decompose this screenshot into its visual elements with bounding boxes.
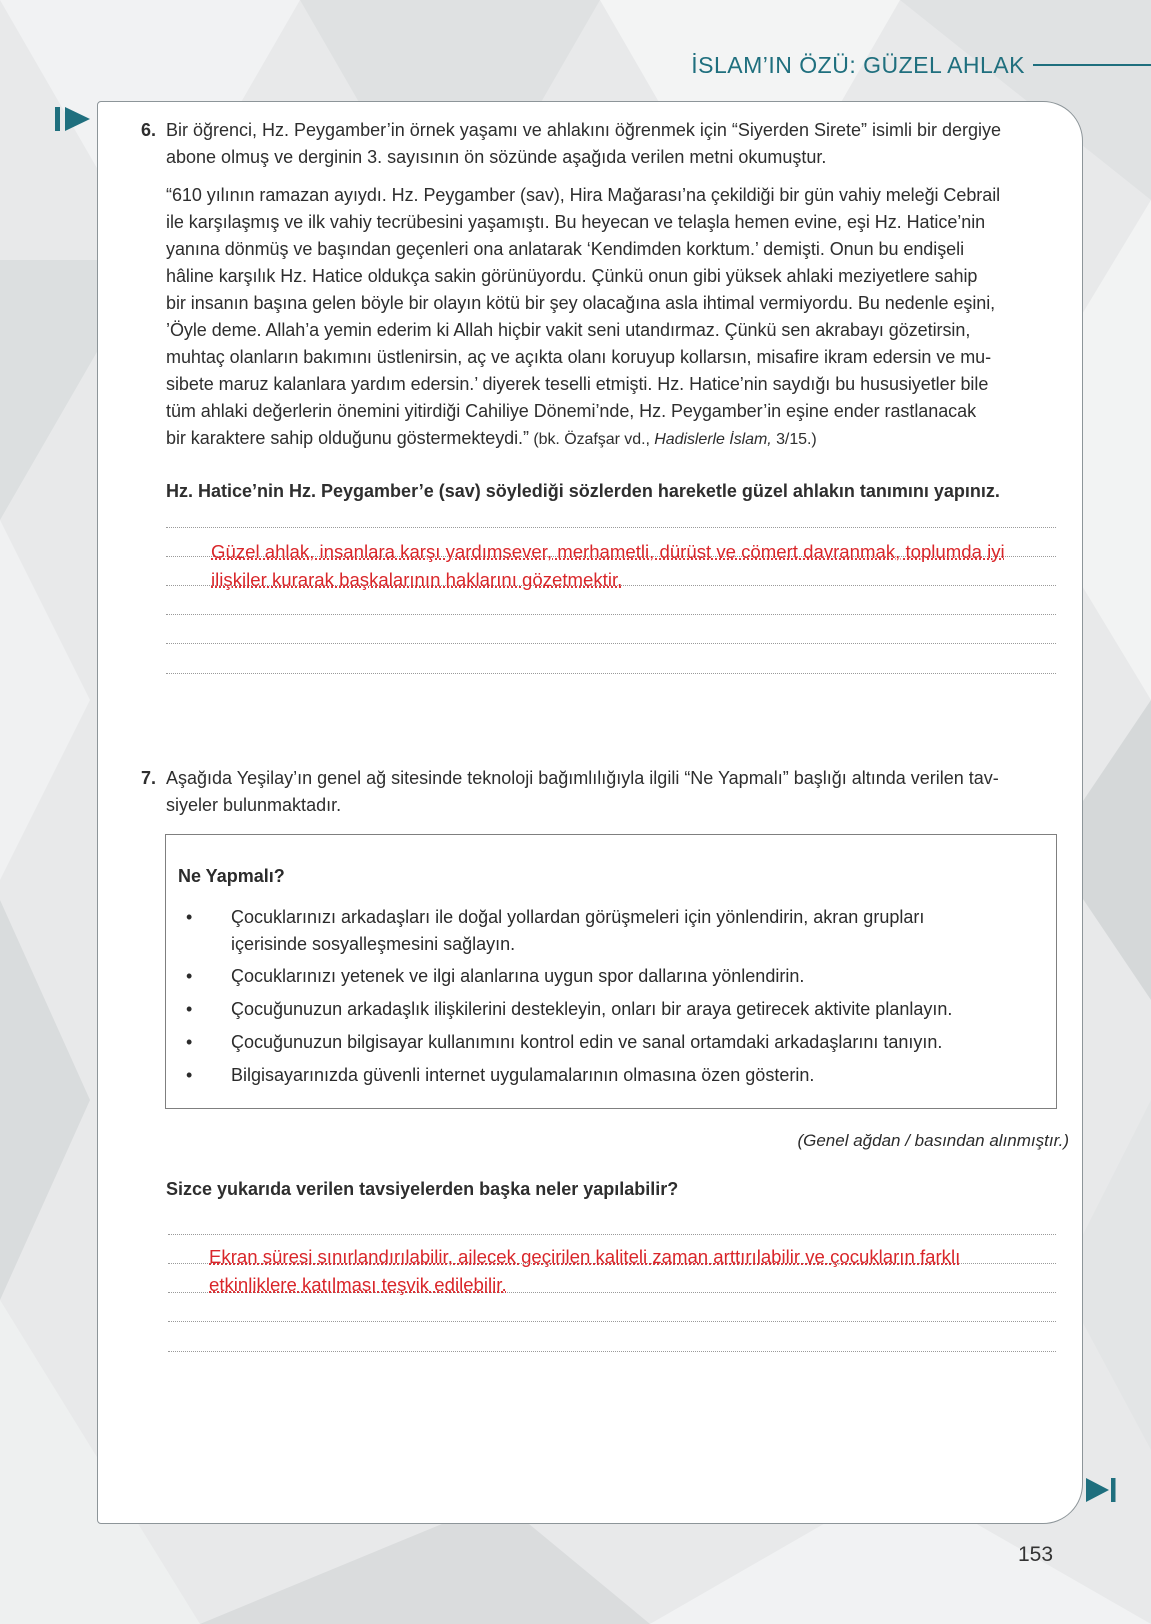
- intro-line: Aşağıda Yeşilay’ın genel ağ sitesinde teknoloji bağımlılığıyla ilgili “Ne Yapmalı” başlığı altında verilen tav-: [166, 768, 999, 788]
- recommendation-line: Çocuklarınızı arkadaşları ile doğal yollardan görüşmeleri için yönlendirin, akran grupları: [231, 907, 925, 927]
- passage-last-line: [166, 425, 1068, 453]
- answer-line: [168, 1351, 1056, 1352]
- answer-line: [166, 614, 1056, 615]
- passage-line: sibete maruz kalanlara yardım edersin.’ diyerek teselli etmişti. Hz. Hatice’nin saydığı bu hususiyetler bile: [166, 374, 989, 394]
- intro-line: abone olmuş ve derginin 3. sayısının ön sözünde aşağıda verilen metni okumuştur.: [166, 147, 827, 167]
- question-7-number: 7.: [141, 768, 157, 788]
- header-title: İSLAM’IN ÖZÜ: GÜZEL AHLAK: [691, 51, 1025, 78]
- question-7-answer[interactable]: [209, 1243, 960, 1299]
- page-number: 153: [1018, 1543, 1054, 1566]
- citation-suffix: 3/15.): [771, 431, 817, 448]
- bullet-dot: •: [186, 966, 193, 986]
- passage-line: ile karşılaşmış ve ilk vahiy tecrübesini yaşamıştı. Bu heyecan ve telaşla hemen evine, eşi Hz. Hatice’nin: [166, 212, 986, 232]
- answer-line: [166, 643, 1056, 644]
- passage-line: “610 yılının ramazan ayıydı. Hz. Peygamber (sav), Hira Mağarası’na çekildiği bir gün vahiy meleği Cebrail: [166, 185, 1001, 205]
- question-6-intro: [166, 117, 1068, 171]
- passage-line: tüm ahlaki değerlerin önemini yitirdiği Cahiliye Dönemi’nde, Hz. Peygamber’in eşine ender rastlanacak: [166, 401, 977, 421]
- answer-line: [168, 1321, 1056, 1322]
- play-end-icon: [1085, 1477, 1117, 1503]
- answer-text-line: Ekran süresi sınırlandırılabilir, ailecek geçirilen kaliteli zaman arttırılabilir ve çocukların farklı: [209, 1246, 961, 1267]
- recommendation-text: Bilgisayarınızda güvenli internet uygulamalarının olmasına özen gösterin.: [231, 1065, 815, 1085]
- source-note: (Genel ağdan / basından alınmıştır.): [797, 1131, 1069, 1150]
- recommendations-box: [165, 834, 1057, 1109]
- bullet-dot: •: [186, 999, 193, 1019]
- play-start-icon: [55, 106, 91, 132]
- question-7-prompt: Sizce yukarıda verilen tavsiyelerden başka neler yapılabilir?: [166, 1179, 679, 1199]
- question-6-number: 6.: [141, 120, 157, 140]
- question-6-answer[interactable]: [211, 538, 1005, 594]
- box-title: Ne Yapmalı?: [178, 866, 285, 886]
- passage-line: muhtaç olanların bakımını üstlenirsin, aç ve açıkta olanı koruyup kollarsın, misafire ikram edersin ve mu-: [166, 347, 992, 367]
- question-6-prompt: Hz. Hatice’nin Hz. Peygamber’e (sav) söylediği sözlerden hareketle güzel ahlakın tanımını yapınız.: [166, 481, 1000, 501]
- passage-line: ’Öyle deme. Allah’a yemin ederim ki Allah hiçbir vakit seni utandırmaz. Çünkü sen akrabayı gözetirsin,: [166, 320, 971, 340]
- passage-line: hâline karşılık Hz. Hatice oldukça sakin görünüyordu. Çünkü onun gibi yüksek ahlaki meziyetlere sahip: [166, 266, 978, 286]
- recommendation-text: Çocuğunuzun bilgisayar kullanımını kontrol edin ve sanal ortamdaki arkadaşlarını tanıyın.: [231, 1032, 943, 1052]
- answer-text-line: etkinliklere katılması teşvik edilebilir.: [209, 1274, 507, 1295]
- question-7-intro: [166, 765, 1068, 819]
- passage-line: yanına dönmüş ve başından geçenleri ona anlatarak ‘Kendimden korktum.’ demişti. Onun bu endişeli: [166, 239, 965, 259]
- citation-title: Hadislerle İslam,: [654, 431, 772, 448]
- answer-line: [166, 673, 1056, 674]
- answer-line: [166, 527, 1056, 528]
- page-header: [691, 48, 1151, 82]
- answer-line: [168, 1234, 1056, 1235]
- recommendation-text: Çocuklarınızı yetenek ve ilgi alanlarına uygun spor dallarına yönlendirin.: [231, 966, 805, 986]
- bullet-dot: •: [186, 1032, 193, 1052]
- passage-line: bir insanın başına gelen böyle bir olayın kötü bir şey olacağına asla ihtimal vermiyordu. Bu nedenle eşini,: [166, 293, 996, 313]
- citation-prefix: (bk. Özafşar vd.,: [528, 431, 655, 448]
- answer-text-line: ilişkiler kurarak başkalarının haklarını gözetmektir.: [211, 569, 623, 590]
- header-rule: [1033, 64, 1151, 66]
- intro-line: Bir öğrenci, Hz. Peygamber’in örnek yaşamı ve ahlakını öğrenmek için “Siyerden Sirete” isimli bir dergiye: [166, 120, 1002, 140]
- recommendation-text: [231, 904, 924, 958]
- recommendation-line: içerisinde sosyalleşmesini sağlayın.: [231, 934, 516, 954]
- recommendation-text: Çocuğunuzun arkadaşlık ilişkilerini destekleyin, onları bir araya getirecek aktivite planlayın.: [231, 999, 953, 1019]
- passage-last: bir karaktere sahip olduğunu göstermekteydi.”: [166, 428, 529, 448]
- bullet-dot: •: [186, 907, 193, 927]
- question-6-passage: [166, 182, 1068, 453]
- intro-line: siyeler bulunmaktadır.: [166, 795, 342, 815]
- bullet-dot: •: [186, 1065, 193, 1085]
- answer-text-line: Güzel ahlak, insanlara karşı yardımsever, merhametli, dürüst ve cömert davranmak, toplumda iyi: [211, 541, 1005, 562]
